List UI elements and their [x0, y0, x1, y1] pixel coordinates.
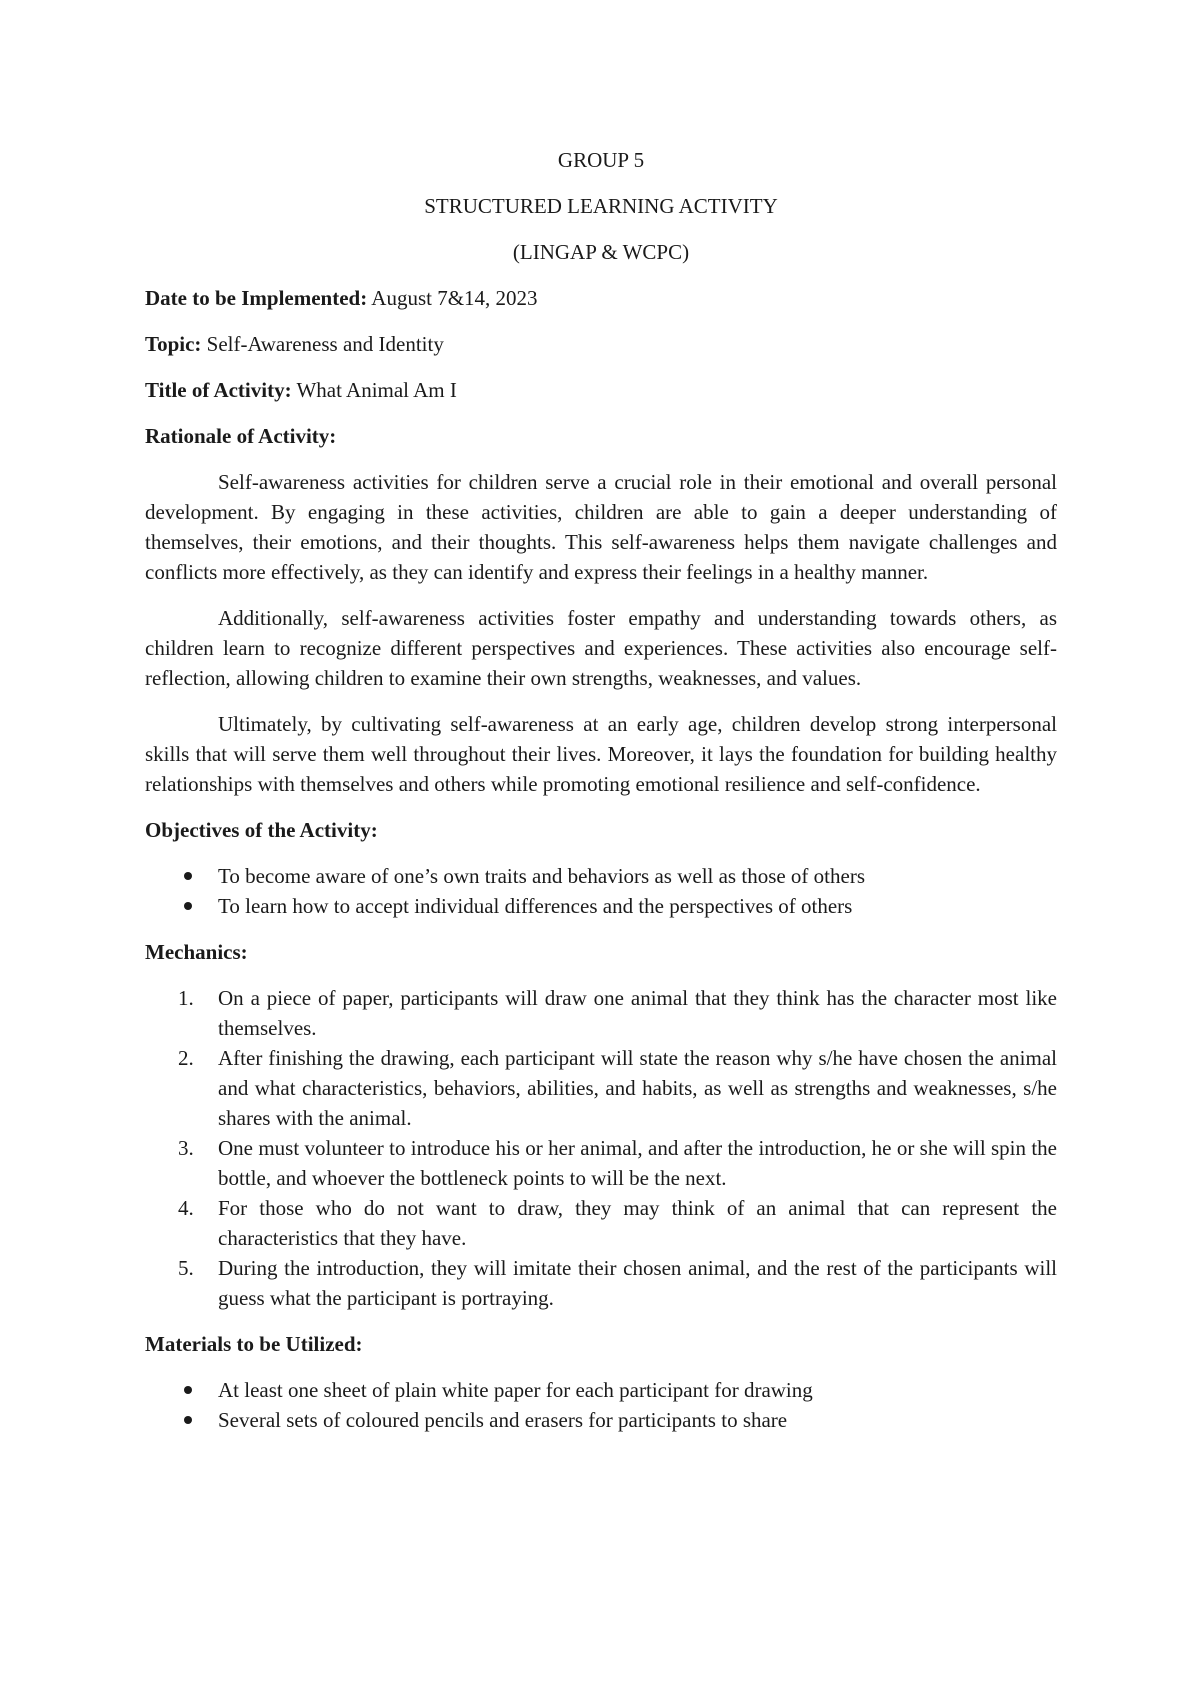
material-text: Several sets of coloured pencils and erasers for participants to share — [218, 1408, 788, 1432]
step-text: After finishing the drawing, each participant will state the reason why s/he have chosen the animal and what characteristics, behaviors, abilities, and habits, as well as strengths and weaknesses, s/he shares with the animal. — [218, 1046, 1057, 1130]
activity-title-field — [145, 375, 1057, 405]
objectives-list — [145, 861, 1057, 921]
objective-item — [145, 861, 1057, 891]
topic-label: Topic: — [145, 332, 202, 356]
mechanics-heading: Mechanics: — [145, 940, 248, 964]
document-body — [145, 145, 1057, 1451]
materials-heading: Materials to be Utilized: — [145, 1332, 363, 1356]
objective-text: To become aware of one’s own traits and behaviors as well as those of others — [218, 864, 866, 888]
document-subtitle: (LINGAP & WCPC) — [512, 240, 690, 264]
mechanics-item — [145, 1193, 1057, 1253]
objective-text: To learn how to accept individual differences and the perspectives of others — [218, 894, 853, 918]
step-number: 5. — [178, 1256, 194, 1280]
topic-value: Self-Awareness and Identity — [201, 332, 444, 356]
step-number: 2. — [178, 1046, 194, 1070]
step-number: 1. — [178, 986, 194, 1010]
bullet-icon — [184, 902, 192, 910]
mechanics-item — [145, 1043, 1057, 1133]
date-label: Date to be Implemented: — [145, 286, 368, 310]
date-value: August 7&14, 2023 — [367, 286, 538, 310]
mechanics-item — [145, 1133, 1057, 1193]
material-text: At least one sheet of plain white paper for each participant for drawing — [218, 1378, 813, 1402]
mechanics-item — [145, 1253, 1057, 1313]
step-text: For those who do not want to draw, they may think of an animal that can represent the characteristics that they have. — [218, 1196, 1057, 1250]
rationale-heading: Rationale of Activity: — [145, 424, 337, 448]
group-title: GROUP 5 — [557, 148, 645, 172]
topic-field — [145, 329, 1057, 359]
rationale-paragraph: Ultimately, by cultivating self-awareness at an early age, children develop strong interpersonal skills that will serve them well throughout their lives. Moreover, it lays the foundation for building healthy relationships with themselves and others while promoting emotional resilience and self-confidence. — [145, 712, 1057, 796]
document-title: STRUCTURED LEARNING ACTIVITY — [424, 194, 778, 218]
objective-item — [145, 891, 1057, 921]
material-item — [145, 1375, 1057, 1405]
activity-title-value: What Animal Am I — [291, 378, 457, 402]
step-text: On a piece of paper, participants will draw one animal that they think has the character most like themselves. — [218, 986, 1057, 1040]
material-item — [145, 1405, 1057, 1435]
mechanics-item — [145, 983, 1057, 1043]
activity-title-label: Title of Activity: — [145, 378, 292, 402]
bullet-icon — [184, 1386, 192, 1394]
date-field — [145, 283, 1057, 313]
bullet-icon — [184, 872, 192, 880]
step-text: One must volunteer to introduce his or her animal, and after the introduction, he or she will spin the bottle, and whoever the bottleneck points to will be the next. — [218, 1136, 1057, 1190]
objectives-heading: Objectives of the Activity: — [145, 818, 378, 842]
bullet-icon — [184, 1416, 192, 1424]
rationale-paragraph: Self-awareness activities for children serve a crucial role in their emotional and overall personal development. By engaging in these activities, children are able to gain a deeper understanding of themselves, their emotions, and their thoughts. This self-awareness helps them navigate challenges and conflicts more effectively, as they can identify and express their feelings in a healthy manner. — [145, 470, 1057, 584]
rationale-paragraph: Additionally, self-awareness activities foster empathy and understanding towards others, as children learn to recognize different perspectives and experiences. These activities also encourage self-reflection, allowing children to examine their own strengths, weaknesses, and values. — [145, 606, 1057, 690]
materials-list — [145, 1375, 1057, 1435]
step-number: 4. — [178, 1196, 194, 1220]
step-text: During the introduction, they will imitate their chosen animal, and the rest of the participants will guess what the participant is portraying. — [218, 1256, 1057, 1310]
mechanics-list — [145, 983, 1057, 1313]
step-number: 3. — [178, 1136, 194, 1160]
